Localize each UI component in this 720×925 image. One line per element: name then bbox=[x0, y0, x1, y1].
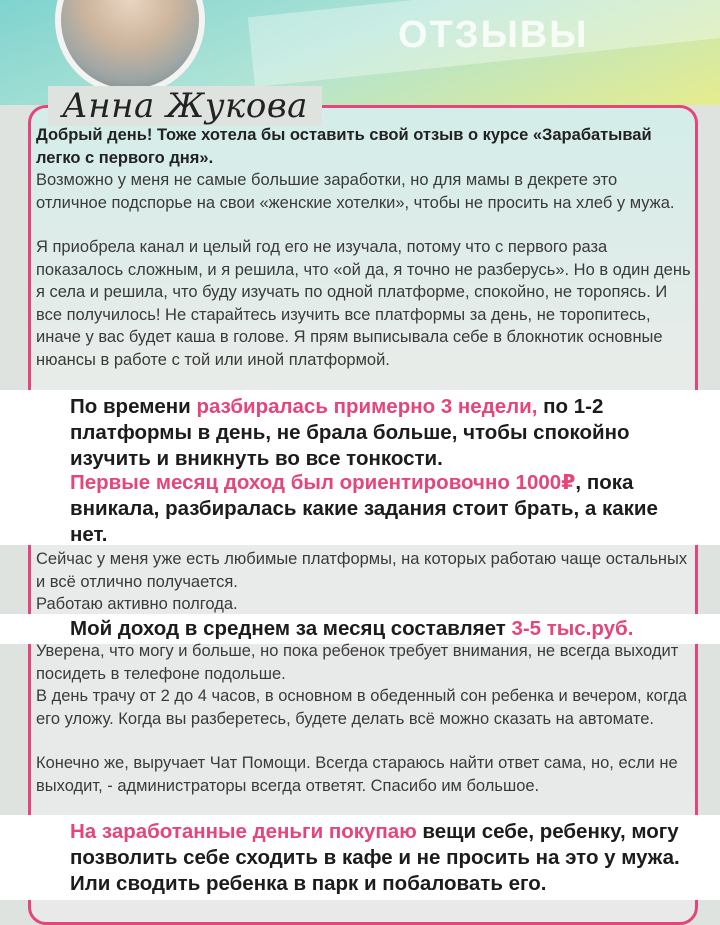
highlight-income-lead: Мой доход в среднем за месяц составляет bbox=[70, 617, 512, 640]
highlight-first-income bbox=[70, 470, 680, 548]
author-name-box bbox=[48, 86, 322, 126]
review-intro: Добрый день! Тоже хотела бы оставить свой отзыв о курсе «Зарабатывай легко с первого дня». bbox=[36, 126, 652, 167]
review-paragraph-2: Я приобрела канал и целый год его не изучала, потому что с первого раза показалось сложным, и я решила, что «ой да, я точно не разберусь». Но в один день я села и решила, что буду изучать по одной платформе, спокойно, не торопясь. И все получилось! Не старайтесь изучить все платформы за день, не торопитесь, иначе у вас будет каша в голове. Я прям выписывала себе в блокнотик основные нюансы в работе с той или иной платформой. bbox=[36, 238, 691, 369]
avatar bbox=[55, 0, 205, 95]
review-paragraph-3: Сейчас у меня уже есть любимые платформы, на которых работаю чаще остальных и всё отлично получается. bbox=[36, 550, 688, 591]
highlight-income bbox=[70, 616, 680, 642]
author-name: Анна Жукова bbox=[62, 86, 308, 126]
review-paragraph-1: Возможно у меня не самые большие заработки, но для мамы в декрете это отличное подспорье на свои «женские хотелки», чтобы не просить на хлеб у мужа. bbox=[36, 171, 675, 212]
highlight-time-accent: разбиралась примерно 3 недели, bbox=[196, 395, 538, 418]
highlight-time-lead: По времени bbox=[70, 395, 197, 418]
review-paragraph-5: Уверена, что могу и больше, но пока ребенок требует внимания, не всегда выходит посидеть в телефоне подольше. bbox=[36, 642, 679, 683]
highlight-time-rest: по 1-2 платформы в день, не брала больше, чтобы спокойно изучить и вникнуть во все тонкости. bbox=[70, 395, 630, 470]
review-paragraph-7: Конечно же, выручает Чат Помощи. Всегда стараюсь найти ответ сама, но, если не выходит, - администраторы всегда ответят. Спасибо им большое. bbox=[36, 754, 678, 795]
highlight-first-income-accent: Первые месяц доход был ориентировочно 1000₽ bbox=[70, 471, 576, 494]
highlight-first-income-rest: , пока вникала, разбиралась какие задания стоит брать, а какие нет. bbox=[70, 471, 658, 546]
review-paragraph-4: Работаю активно полгода. bbox=[36, 595, 238, 613]
highlight-income-accent: 3-5 тыс.руб. bbox=[511, 617, 634, 640]
review-paragraph-6: В день трачу от 2 до 4 часов, в основном в обеденный сон ребенка и вечером, когда его уложу. Когда вы разберетесь, будете делать всё можно сказать на автомате. bbox=[36, 687, 687, 728]
highlight-spending-accent: На заработанные деньги покупаю bbox=[70, 820, 417, 843]
highlight-spending-rest: вещи себе, ребенку, могу позволить себе сходить в кафе и не просить на это у мужа. Или сводить ребенка в парк и побаловать его. bbox=[70, 820, 680, 895]
page-title: ОТЗЫВЫ bbox=[398, 14, 589, 56]
highlight-spending bbox=[70, 819, 680, 897]
highlight-time bbox=[70, 394, 680, 472]
